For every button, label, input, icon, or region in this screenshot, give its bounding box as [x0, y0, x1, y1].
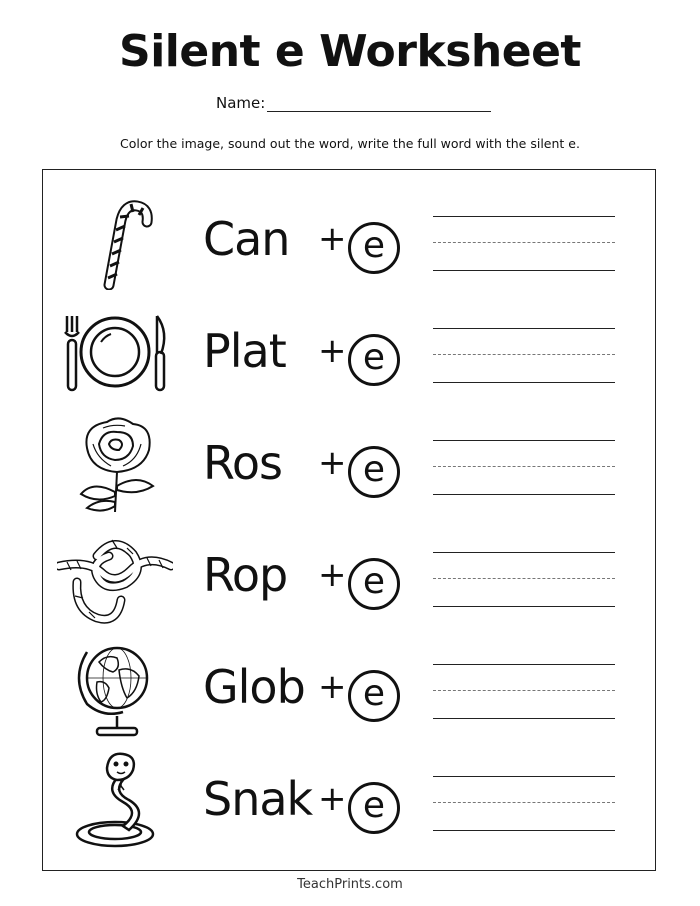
silent-e-circle[interactable]: [348, 558, 400, 610]
word-stem: Rop: [203, 548, 288, 602]
silent-e-letter: e: [362, 449, 386, 490]
worksheet-row: [43, 184, 657, 296]
worksheet-row: [43, 296, 657, 408]
silent-e-letter: e: [362, 337, 386, 378]
silent-e-circle[interactable]: [348, 446, 400, 498]
writing-lines[interactable]: [433, 664, 615, 724]
writing-lines[interactable]: [433, 216, 615, 276]
silent-e-circle[interactable]: [348, 670, 400, 722]
worksheet-frame: [42, 169, 656, 871]
candy-cane-icon: [57, 190, 173, 290]
writing-lines[interactable]: [433, 440, 615, 500]
worksheet-row: [43, 632, 657, 744]
silent-e-circle[interactable]: [348, 222, 400, 274]
silent-e-letter: e: [362, 673, 386, 714]
word-stem: Ros: [203, 436, 283, 490]
silent-e-circle[interactable]: [348, 334, 400, 386]
silent-e-circle[interactable]: [348, 782, 400, 834]
snake-icon: [57, 750, 173, 850]
name-field: [216, 94, 491, 112]
globe-icon: [57, 638, 173, 738]
silent-e-letter: e: [362, 561, 386, 602]
word-stem: Glob: [203, 660, 305, 714]
plus-sign: +: [318, 555, 347, 595]
worksheet-row: [43, 408, 657, 520]
instructions: Color the image, sound out the word, write the full word with the silent e.: [120, 136, 580, 151]
rose-icon: [57, 414, 173, 514]
plus-sign: +: [318, 219, 347, 259]
worksheet-row: [43, 520, 657, 632]
word-stem: Can: [203, 212, 290, 266]
word-stem: Snak: [203, 772, 313, 826]
worksheet-row: [43, 744, 657, 856]
rope-knot-icon: [57, 526, 173, 626]
plate-icon: [57, 302, 173, 402]
word-stem: Plat: [203, 324, 286, 378]
name-label: Name:: [216, 94, 266, 112]
plus-sign: +: [318, 779, 347, 819]
silent-e-letter: e: [362, 785, 386, 826]
footer-credit: TeachPrints.com: [297, 877, 403, 892]
silent-e-letter: e: [362, 225, 386, 266]
plus-sign: +: [318, 443, 347, 483]
plus-sign: +: [318, 667, 347, 707]
writing-lines[interactable]: [433, 328, 615, 388]
writing-lines[interactable]: [433, 776, 615, 836]
page-title: Silent e Worksheet: [119, 26, 581, 77]
name-write-line[interactable]: [267, 95, 491, 112]
writing-lines[interactable]: [433, 552, 615, 612]
plus-sign: +: [318, 331, 347, 371]
